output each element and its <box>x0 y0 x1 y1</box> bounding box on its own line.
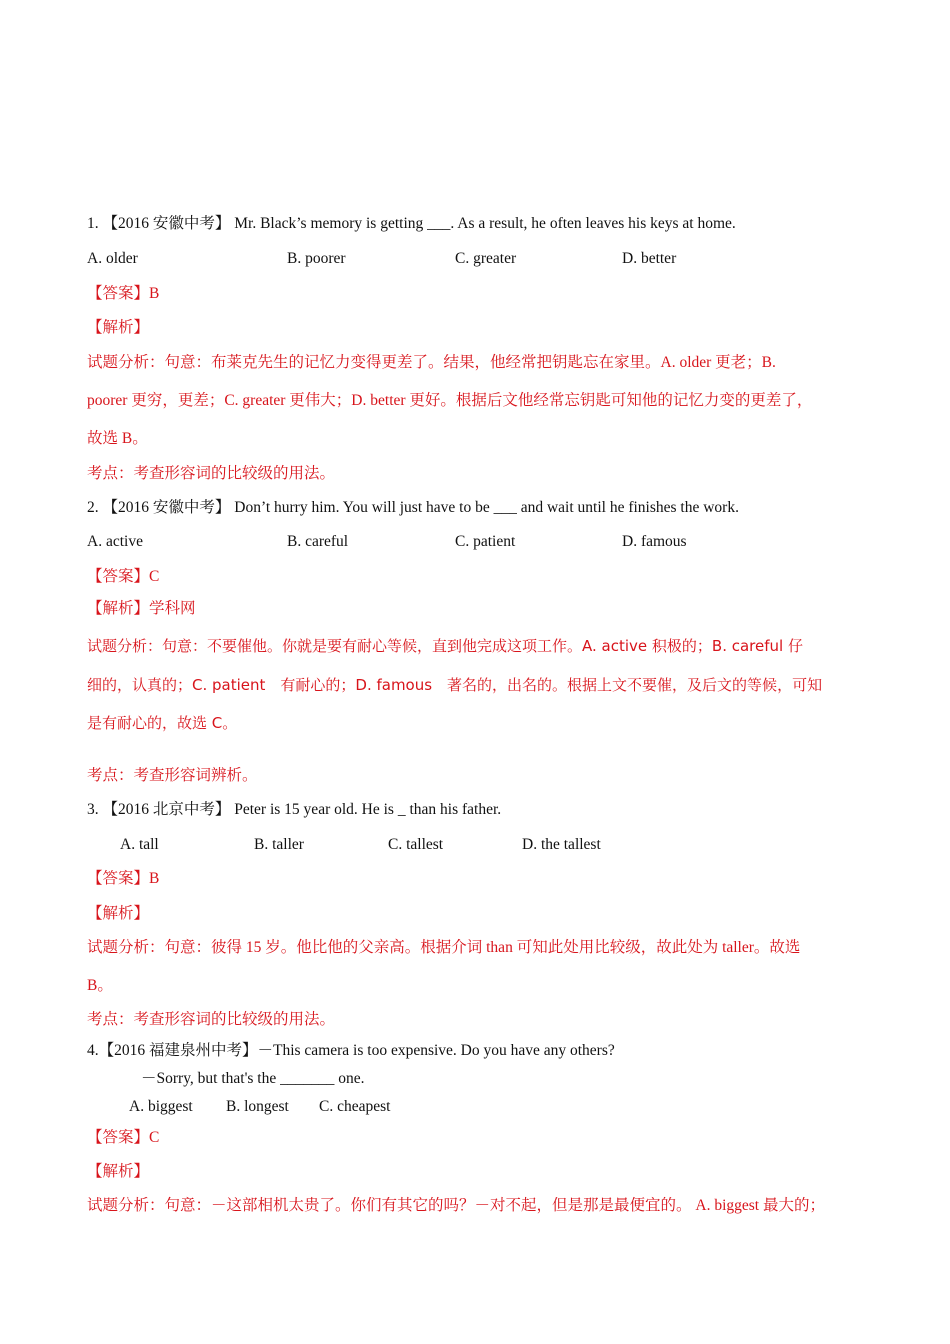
q3-jiexi-label: 【解析】 <box>87 905 150 922</box>
q2-option-d: D. famous <box>622 533 687 550</box>
q4-option-a: A. biggest <box>129 1098 193 1115</box>
q1-option-c: C. greater <box>455 250 517 267</box>
q2-question: 2. 【2016 安徽中考】 Don’t hurry him. You will just have to be ___ and wait until he finishes the work. <box>87 499 739 516</box>
q2-kaodian: 考点：考查形容词辨析。 <box>87 767 258 784</box>
q3-option-a: A. tall <box>120 836 159 853</box>
q3-option-c: C. tallest <box>388 836 444 853</box>
q2-option-a: A. active <box>87 533 143 550</box>
q4-analysis-line1: 试题分析：句意：－这部相机太贵了。你们有其它的吗？－对不起，但是那是最便宜的。 A. biggest 最大的； <box>87 1197 825 1214</box>
q2-answer: 【答案】C <box>87 568 160 585</box>
q4-option-b: B. longest <box>226 1098 289 1115</box>
q3-analysis-line1: 试题分析：句意：彼得 15 岁。他比他的父亲高。根据介词 than 可知此处用比较级，故此处为 taller。故选 <box>87 939 801 956</box>
q1-analysis-line3: 故选 B。 <box>87 430 148 447</box>
q4-jiexi-label: 【解析】 <box>87 1163 150 1180</box>
q3-option-b: B. taller <box>254 836 304 853</box>
q4-answer: 【答案】C <box>87 1129 160 1146</box>
q2-analysis-line2: 细的，认真的；C. patient 有耐心的；D. famous 著名的，出名的。根据上文不要催，及后文的等候，可知 <box>87 676 823 694</box>
q1-answer: 【答案】B <box>87 285 160 302</box>
q2-analysis-line3: 是有耐心的，故选 C。 <box>87 714 238 732</box>
q1-option-a: A. older <box>87 250 138 267</box>
q1-analysis-line2: poorer 更穷，更差；C. greater 更伟大；D. better 更好。根据后文他经常忘钥匙可知他的记忆力变的更差了， <box>87 392 813 409</box>
q1-analysis-line1: 试题分析：句意：布莱克先生的记忆力变得更差了。结果，他经常把钥匙忘在家里。A. older 更老；B. <box>87 354 776 371</box>
q2-option-b: B. careful <box>287 533 349 550</box>
q3-option-d: D. the tallest <box>522 836 601 853</box>
q1-option-b: B. poorer <box>287 250 346 267</box>
q3-question: 3. 【2016 北京中考】 Peter is 15 year old. He is _ than his father. <box>87 801 502 818</box>
q4-question: 4.【2016 福建泉州中考】－This camera is too expensive. Do you have any others? <box>87 1042 615 1059</box>
q3-answer: 【答案】B <box>87 870 160 887</box>
q3-analysis-line2: B。 <box>87 977 113 994</box>
q2-analysis-line1: 试题分析：句意：不要催他。你就是要有耐心等候，直到他完成这项工作。A. active 积极的；B. careful 仔 <box>87 637 803 655</box>
q1-option-d: D. better <box>622 250 677 267</box>
q1-jiexi-label: 【解析】 <box>87 319 150 336</box>
q1-kaodian: 考点：考查形容词的比较级的用法。 <box>87 465 336 482</box>
q4-reply: －Sorry, but that's the _______ one. <box>141 1070 365 1087</box>
q3-kaodian: 考点：考查形容词的比较级的用法。 <box>87 1011 336 1028</box>
q2-jiexi-label: 【解析】学科网 <box>87 600 196 617</box>
q1-question: 1. 【2016 安徽中考】 Mr. Black’s memory is getting ___. As a result, he often leaves his keys at home. <box>87 215 736 232</box>
q2-option-c: C. patient <box>455 533 516 550</box>
q4-option-c: C. cheapest <box>319 1098 391 1115</box>
